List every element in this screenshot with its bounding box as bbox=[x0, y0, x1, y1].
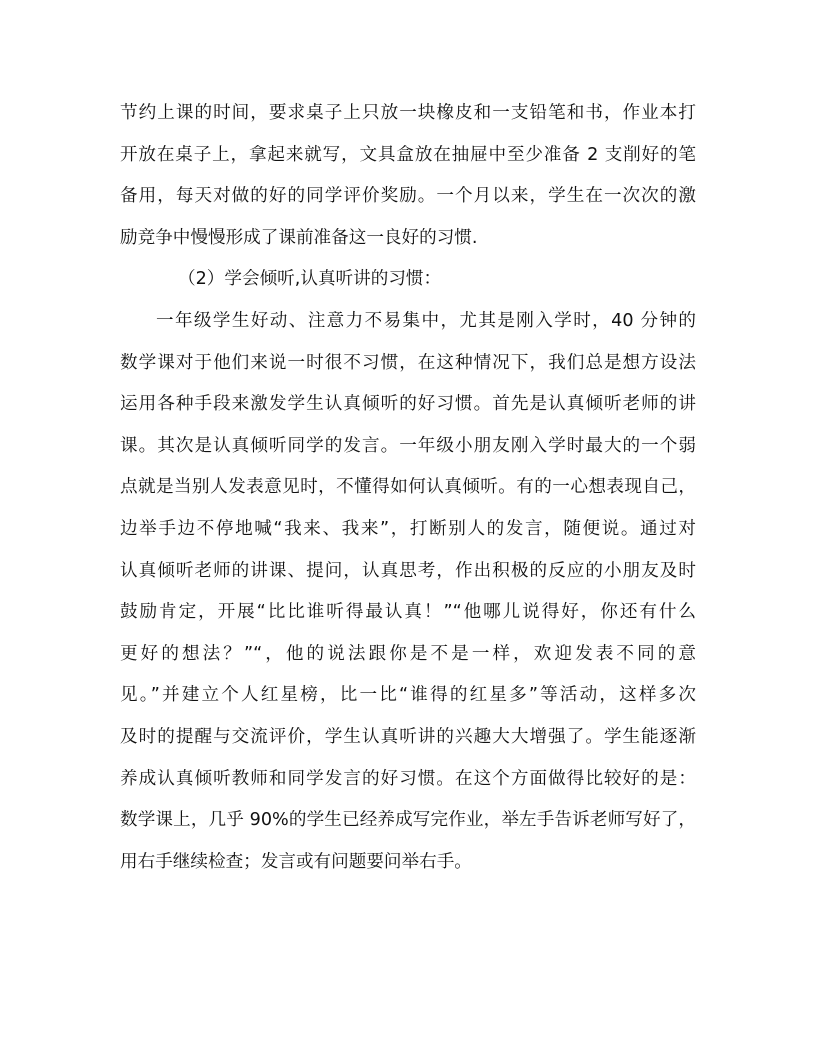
paragraph-2-line: 课。其次是认真倾听同学的发言。一年级小朋友刚入学时最大的一个弱 bbox=[120, 435, 696, 456]
paragraph-2-line: 边举手边不停地喊“我来、我来”，打断别人的发言，随便说。通过对 bbox=[120, 518, 696, 539]
paragraph-2-line: 运用各种手段来激发学生认真倾听的好习惯。首先是认真倾听老师的讲 bbox=[120, 394, 696, 415]
paragraph-2-line: 更好的想法？”“，他的说法跟你是不是一样，欢迎发表不同的意 bbox=[120, 643, 696, 664]
paragraph-2-line: 点就是当别人发表意见时，不懂得如何认真倾听。有的一心想表现自己， bbox=[120, 477, 696, 498]
paragraph-2-line: 用右手继续检查；发言或有问题要问举右手。 bbox=[120, 851, 472, 872]
paragraph-1-line: 开放在桌子上，拿起来就写，文具盒放在抽屉中至少准备 2 支削好的笔 bbox=[120, 144, 696, 165]
paragraph-2-line: 数学课上，几乎 90%的学生已经养成写完作业，举左手告诉老师写好了， bbox=[120, 810, 696, 831]
section-heading: （2）学会倾听,认真听讲的习惯： bbox=[178, 269, 442, 290]
paragraph-2-line: 养成认真倾听教师和同学发言的好习惯。在这个方面做得比较好的是： bbox=[120, 768, 696, 789]
paragraph-2-line: 鼓励肯定，开展“比比谁听得最认真！”“他哪儿说得好，你还有什么 bbox=[120, 602, 696, 623]
paragraph-2-line: 及时的提醒与交流评价，学生认真听讲的兴趣大大增强了。学生能逐渐 bbox=[120, 726, 696, 747]
paragraph-2-line: 一年级学生好动、注意力不易集中，尤其是刚入学时，40 分钟的 bbox=[156, 310, 696, 331]
paragraph-2-line: 见。”并建立个人红星榜，比一比“谁得的红星多”等活动，这样多次 bbox=[120, 685, 696, 706]
paragraph-1-line: 节约上课的时间，要求桌子上只放一块橡皮和一支铅笔和书，作业本打 bbox=[120, 103, 696, 123]
paragraph-1-line: 励竞争中慢慢形成了课前准备这一良好的习惯. bbox=[120, 227, 478, 248]
paragraph-2-line: 数学课对于他们来说一时很不习惯，在这种情况下，我们总是想方设法 bbox=[120, 352, 696, 373]
paragraph-1-line: 备用，每天对做的好的同学评价奖励。一个月以来，学生在一次次的激 bbox=[120, 186, 696, 207]
body-text bbox=[120, 93, 696, 883]
paragraph-2-line: 认真倾听老师的讲课、提问，认真思考，作出积极的反应的小朋友及时 bbox=[120, 560, 696, 581]
